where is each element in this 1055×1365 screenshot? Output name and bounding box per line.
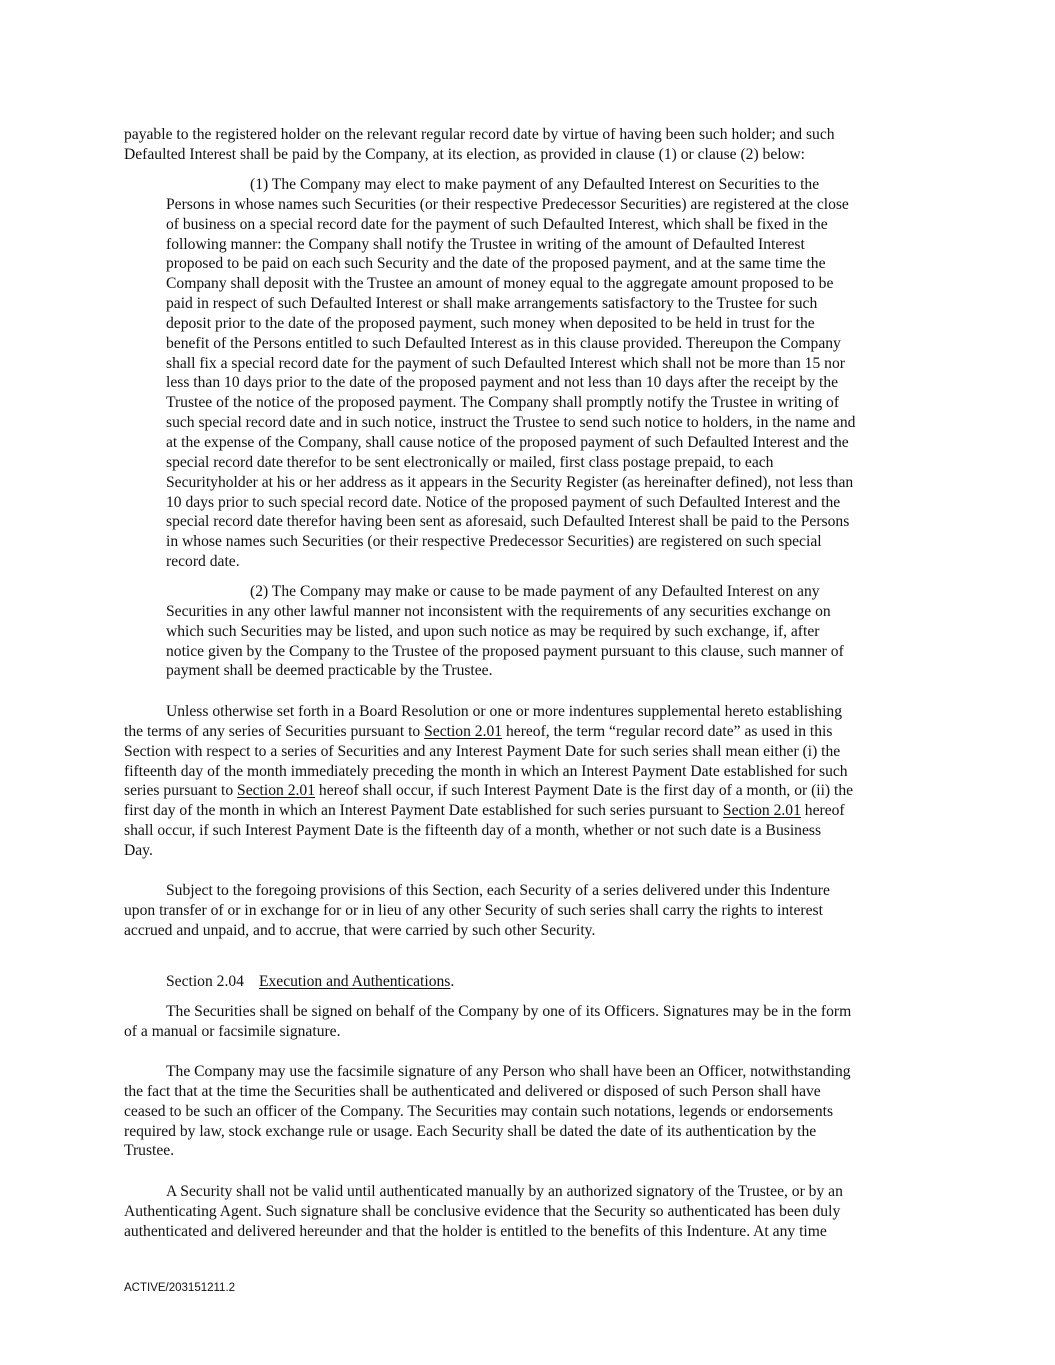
text-line: Section with respect to a series of Securities and any Interest Payment Date for such series shall mean either (i) the (124, 742, 841, 760)
paragraph-clause-1 (166, 175, 855, 572)
text-line: such special record date and in such notice, instruct the Trustee to send such notice to holders, in the name and (166, 414, 856, 432)
text-line: Authenticating Agent. Such signature shall be conclusive evidence that the Security so authenticated has been duly (124, 1202, 841, 1220)
text-line: required by law, stock exchange rule or usage. Each Security shall be dated the date of its authentication by the (124, 1122, 817, 1140)
text-line: record date. (166, 553, 240, 571)
text-line: Subject to the foregoing provisions of this Section, each Security of a series delivered under this Indenture (166, 882, 830, 899)
section-title-period: . (450, 973, 455, 990)
text-line: upon transfer of or in exchange for or in lieu of any other Security of such series shall carry the rights to interest (124, 901, 823, 919)
paragraph-subject-to-foregoing (124, 881, 830, 941)
text-line: The Company may use the facsimile signature of any Person who shall have been an Officer, notwithstanding (166, 1063, 851, 1080)
text-line: of business on a special record date for the payment of such Defaulted Interest, which shall be fixed in the (166, 215, 828, 233)
section-2-01-link[interactable]: Section 2.01 (424, 722, 503, 740)
text-line: in whose names such Securities (or their respective Predecessor Securities) are registered on such special (166, 533, 822, 551)
text-line: (2) The Company may make or cause to be made payment of any Defaulted Interest on any (250, 583, 820, 600)
text-line (124, 722, 853, 742)
text-line: less than 10 days prior to the date of the proposed payment and not less than 10 days after the receipt by the (166, 374, 839, 392)
paragraph-facsimile-signature (124, 1062, 851, 1161)
text-line: special record date therefor to be sent electronically or mailed, first class postage prepaid, to each (166, 453, 774, 471)
text-line: Defaulted Interest shall be paid by the Company, at its election, as provided in clause (1) or clause (2) below: (124, 145, 806, 163)
text-line: at the expense of the Company, shall cause notice of the proposed payment of such Defaulted Interest and the (166, 433, 849, 451)
text-line: Securities in any other lawful manner not inconsistent with the requirements of any securities exchange on (166, 602, 831, 620)
section-2-01-link[interactable]: Section 2.01 (722, 802, 801, 820)
section-2-01-link[interactable]: Section 2.01 (237, 782, 316, 800)
text-line: A Security shall not be valid until authenticated manually by an authorized signatory of the Trustee, or by an (166, 1183, 843, 1200)
text-line: accrued and unpaid, and to accrue, that were carried by such other Security. (124, 921, 596, 939)
text-line: notice given by the Company to the Trustee of the proposed payment pursuant to this clause, such manner of (166, 642, 844, 660)
paragraph-signatures (124, 1002, 851, 1042)
paragraph-regular-record-date (124, 702, 853, 861)
text-line: payable to the registered holder on the relevant regular record date by virtue of having been such holder; and such (124, 126, 835, 143)
text-line: benefit of the Persons entitled to such Defaulted Interest as in this clause provided. Thereupon the Company (166, 334, 841, 352)
text-line: Persons in whose names such Securities (or their respective Predecessor Securities) are registered at the close (166, 195, 849, 213)
text-line: (1) The Company may elect to make payment of any Defaulted Interest on Securities to the (250, 176, 820, 193)
text-line: of a manual or facsimile signature. (124, 1022, 341, 1040)
text-line: Unless otherwise set forth in a Board Resolution or one or more indentures supplemental hereto establishing (166, 703, 843, 720)
text-line: fifteenth day of the month immediately preceding the month in which an Interest Payment Date established for such (124, 762, 848, 780)
text-line: Trustee of the notice of the proposed payment. The Company shall promptly notify the Trustee in writing of (166, 394, 840, 412)
text-line: the fact that at the time the Securities shall be authenticated and delivered or disposed of such Person shall have (124, 1082, 821, 1100)
text-run: hereof, the term “regular record date” as used in this (502, 722, 833, 740)
text-line: special record date therefor having been sent as aforesaid, such Defaulted Interest shall be paid to the Persons (166, 513, 850, 531)
text-run: hereof shall occur, if such Interest Payment Date is the first day of a month, or (ii) the (315, 782, 854, 800)
text-line: Day. (124, 841, 153, 859)
section-heading-line (166, 972, 454, 992)
text-line: proposed to be paid on each such Security and the date of the proposed payment, and at the same time the (166, 255, 826, 273)
text-line: authenticated and delivered hereunder and that the holder is entitled to the benefits of this Indenture. At any time (124, 1222, 827, 1240)
text-line (124, 801, 853, 821)
text-line: Trustee. (124, 1142, 175, 1160)
text-run: first day of the month in which an Interest Payment Date established for such series pursuant to (124, 802, 723, 820)
text-line: shall occur, if such Interest Payment Date is the fifteenth day of a month, whether or not such date is a Business (124, 822, 822, 840)
paragraph-intro (124, 125, 835, 165)
section-title: Execution and Authentications (258, 973, 451, 990)
text-line: paid in respect of such Defaulted Interest or shall make arrangements satisfactory to the Trustee for such (166, 295, 818, 313)
text-line: payment shall be deemed practicable by the Trustee. (166, 662, 493, 680)
text-run: hereof (800, 802, 845, 820)
text-line: which such Securities may be listed, and upon such notice as may be required by such exchange, if, after (166, 622, 820, 640)
text-line (124, 781, 853, 801)
section-heading (166, 972, 454, 992)
paragraph-validity (124, 1182, 843, 1242)
text-line: Company shall deposit with the Trustee an amount of money equal to the aggregate amount proposed to be (166, 275, 834, 293)
text-line: 10 days prior to such special record date. Notice of the proposed payment of such Defaulted Interest and the (166, 493, 841, 511)
text-line: deposit prior to the date of the proposed payment, such money when deposited to be held in trust for the (166, 314, 815, 332)
paragraph-clause-2 (166, 582, 844, 681)
text-line: The Securities shall be signed on behalf of the Company by one of its Officers. Signatures may be in the form (166, 1003, 852, 1020)
text-line: shall fix a special record date for the payment of such Defaulted Interest which shall not be more than 15 nor (166, 354, 845, 372)
text-line: Securityholder at his or her address as it appears in the Security Register (as hereinafter defined), not less than (166, 473, 854, 491)
footer-document-id: ACTIVE/203151211.2 (124, 1282, 236, 1294)
text-run: series pursuant to (124, 782, 238, 800)
text-line: following manner: the Company shall notify the Trustee in writing of the amount of Defaulted Interest (166, 235, 805, 253)
section-number: Section 2.04 (166, 973, 244, 990)
text-line: ceased to be such an officer of the Company. The Securities may contain such notations, legends or endorsements (124, 1102, 834, 1120)
text-run: the terms of any series of Securities pursuant to (124, 722, 425, 740)
